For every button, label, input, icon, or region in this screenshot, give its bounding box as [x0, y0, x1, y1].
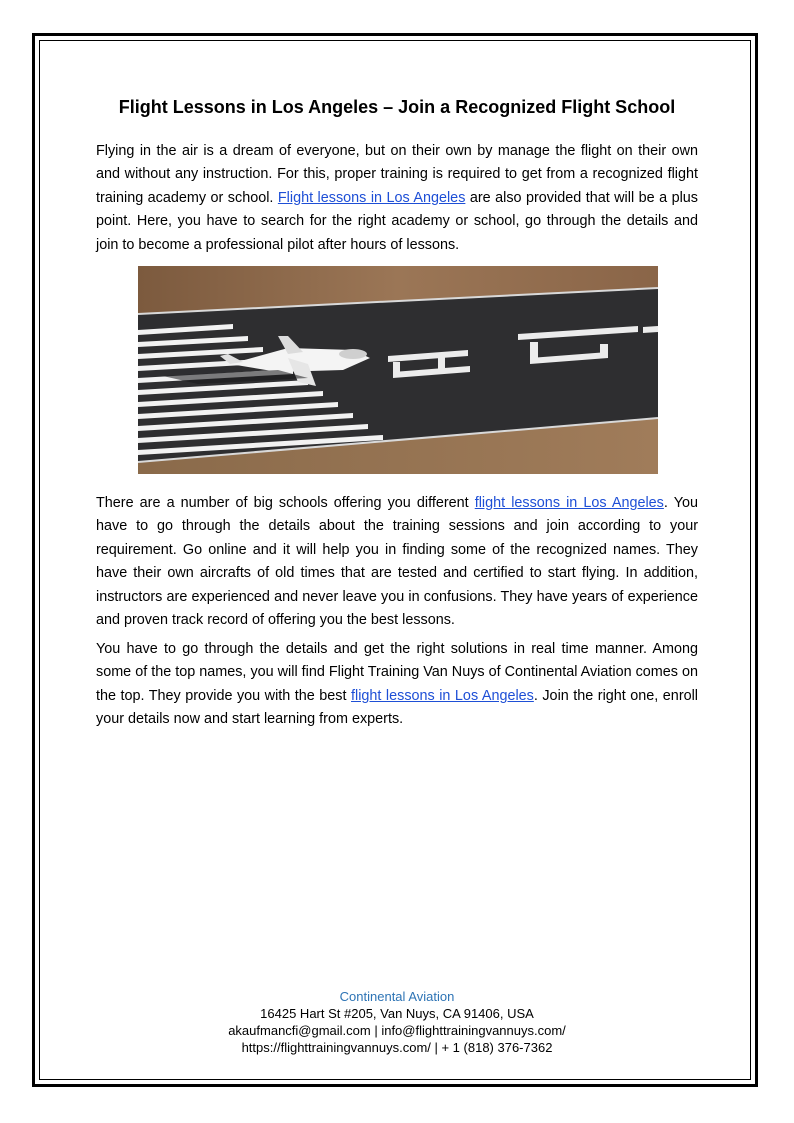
page-title: Flight Lessons in Los Angeles – Join a Recognized Flight School — [118, 97, 676, 117]
footer-emails: akaufmancfi@gmail.com | info@flighttrainingvannuys.com/ — [228, 1023, 566, 1038]
schools-text-end: . You have to go through the details about the training sessions and join according to your requirement. Go online and it will help you in finding some of the recognized names. They have their own aircrafts of old times that are tested and certified to start flying. In addition, instructors are experienced and never leave you in confusions. They have years of experience and proven track record of offering you the best lessons. — [96, 495, 698, 629]
contact-footer — [96, 988, 698, 1056]
schools-paragraph — [96, 492, 698, 632]
footer-website-phone: https://flighttrainingvannuys.com/ | + 1 (818) 376-7362 — [241, 1040, 553, 1055]
continental-text-end: . Join the right one, enroll your details now and start learning from experts. — [96, 687, 699, 728]
intro-text-start: Flying in the air is a dream of everyone, but on their own by manage the flight on their own and without any instruction. For this, proper training is required to get from a recognized flight training academy or school. — [96, 143, 698, 206]
footer-company-name: Continental Aviation — [339, 989, 455, 1004]
flight-lessons-link-3[interactable]: flight lessons in Los Angeles — [351, 687, 534, 704]
intro-text-end: are also provided that will be a plus point. Here, you have to search for the right academy or school, go through the details and join to become a professional pilot after hours of lessons. — [96, 189, 698, 253]
intro-paragraph — [96, 140, 698, 257]
continental-paragraph — [96, 638, 698, 732]
flight-lessons-link-2[interactable]: flight lessons in Los Angeles — [474, 495, 664, 511]
schools-text-start: There are a number of big schools offering you different — [96, 495, 475, 511]
footer-address: 16425 Hart St #205, Van Nuys, CA 91406, USA — [260, 1006, 534, 1021]
flight-lessons-link-1[interactable]: Flight lessons in Los Angeles — [277, 189, 466, 206]
runway-jet-photo — [138, 266, 658, 474]
continental-text-start: You have to go through the details and get the right solutions in real time manner. Among some of the top names, you will find Flight Training Van Nuys of Continental Aviation comes on the top. They provide you with the best — [96, 641, 698, 704]
